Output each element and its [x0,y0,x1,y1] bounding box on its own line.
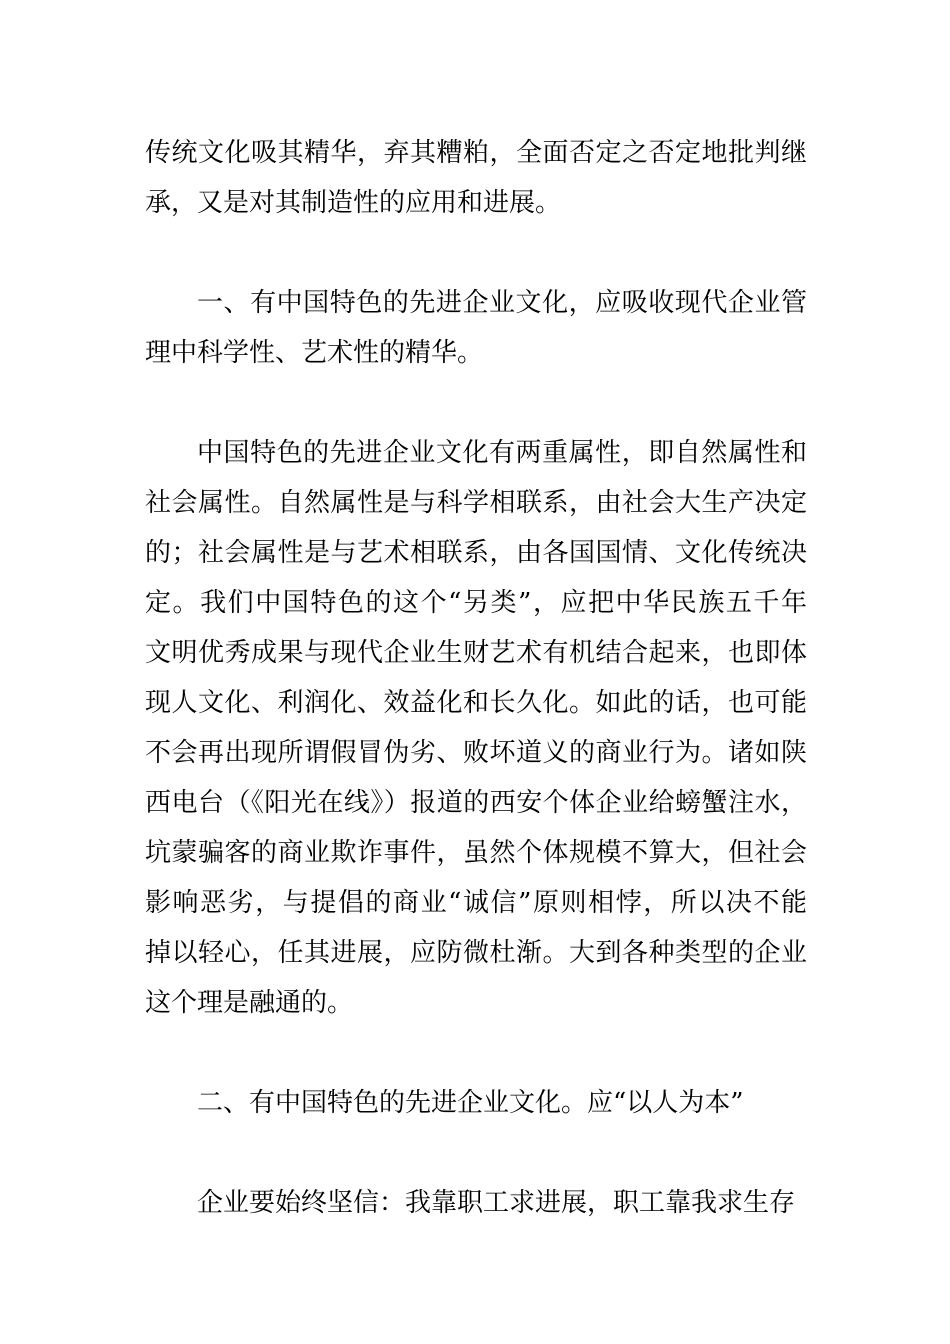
text-line: 二、有中国特色的先进企业文化。应“以人为本” [197,1088,744,1118]
text-line: 传统文化吸其精华，弃其糟粕，全面否定之否定地批判继 [145,138,807,168]
paragraph-4-heading [145,1078,807,1128]
text-line: 掉以轻心，任其进展，应防微杜渐。大到各种类型的企业 [145,938,807,968]
paragraph-3 [145,428,807,1028]
text-line: 中国特色的先进企业文化有两重属性，即自然属性和 [197,438,807,468]
paragraph-5 [145,1178,807,1228]
document-page [145,128,807,1278]
text-line: 文明优秀成果与现代企业生财艺术有机结合起来，也即体 [145,638,807,668]
text-line: 不会再出现所谓假冒伪劣、败坏道义的商业行为。诸如陕 [145,738,807,768]
paragraph-2-heading [145,278,807,378]
text-line: 企业要始终坚信：我靠职工求进展，职工靠我求生存 [197,1188,796,1218]
paragraph-1 [145,128,807,228]
text-line: 定。我们中国特色的这个“另类”，应把中华民族五千年 [145,588,807,618]
text-line: 理中科学性、艺术性的精华。 [145,338,484,368]
text-line: 社会属性。自然属性是与科学相联系，由社会大生产决定 [145,488,807,518]
text-line: 这个理是融通的。 [145,988,354,1018]
text-line: 西电台（《阳光在线》）报道的西安个体企业给螃蟹注水， [145,788,807,818]
text-line: 承，又是对其制造性的应用和进展。 [145,188,562,218]
text-line: 的；社会属性是与艺术相联系，由各国国情、文化传统决 [145,538,807,568]
text-line: 一、有中国特色的先进企业文化，应吸收现代企业管 [197,288,807,318]
text-line: 影响恶劣，与提倡的商业“诚信”原则相悖，所以决不能 [145,888,807,918]
text-line: 坑蒙骗客的商业欺诈事件，虽然个体规模不算大，但社会 [145,838,807,868]
text-line: 现人文化、利润化、效益化和长久化。如此的话，也可能 [145,688,807,718]
